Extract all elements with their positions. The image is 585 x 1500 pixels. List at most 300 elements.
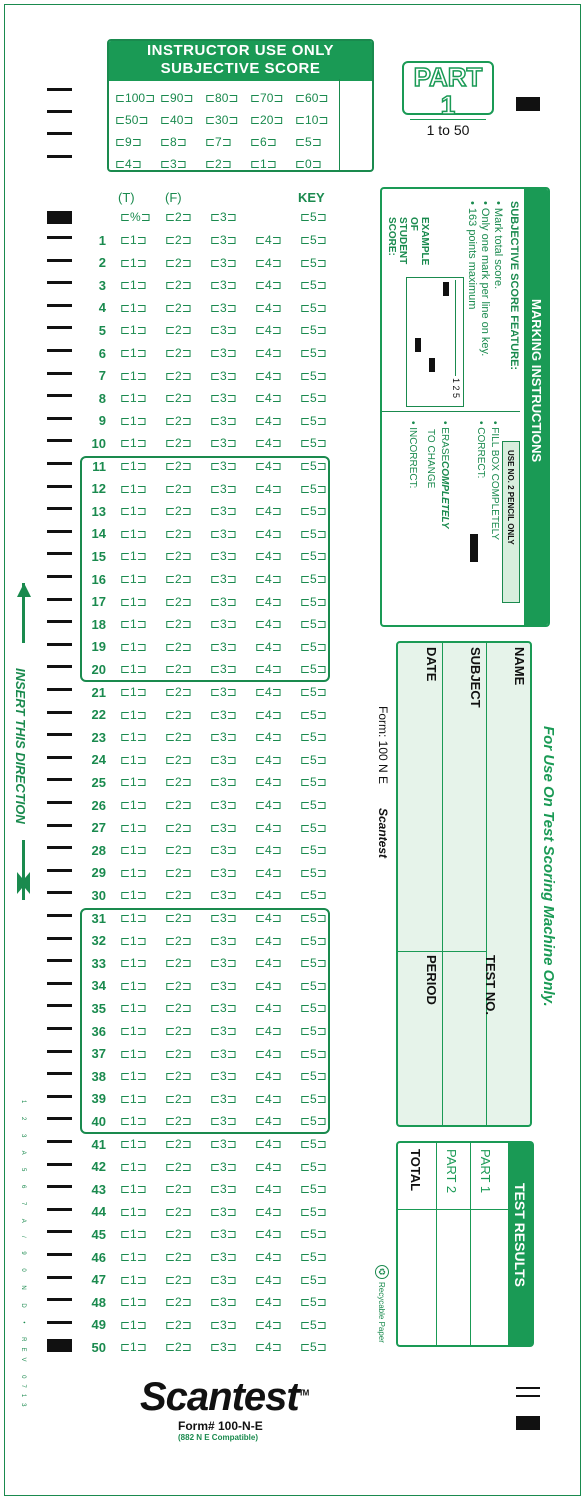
answer-bubble[interactable]: ⊏1⊐	[120, 662, 147, 677]
answer-bubble[interactable]: ⊏2⊐	[165, 391, 192, 406]
answer-bubble[interactable]: ⊏2⊐	[165, 978, 192, 993]
answer-bubble[interactable]: ⊏4⊐	[255, 888, 282, 903]
score-bubble[interactable]: ⊏100⊐	[115, 91, 156, 105]
answer-bubble[interactable]: ⊏1⊐	[120, 865, 147, 880]
answer-bubble[interactable]: ⊏5⊐	[300, 459, 327, 473]
score-bubble[interactable]: ⊏70⊐	[250, 91, 284, 105]
answer-bubble[interactable]: ⊏2⊐	[165, 255, 192, 270]
answer-bubble[interactable]: ⊏3⊐	[210, 685, 237, 699]
answer-bubble[interactable]: ⊏5⊐	[300, 956, 327, 971]
score-bubble[interactable]: ⊏60⊐	[295, 91, 329, 105]
answer-bubble[interactable]: ⊏4⊐	[255, 391, 282, 406]
answer-bubble[interactable]: ⊏3⊐	[210, 1250, 237, 1264]
score-bubble[interactable]: ⊏9⊐	[115, 135, 142, 149]
answer-bubble[interactable]: ⊏1⊐	[120, 1137, 147, 1151]
answer-bubble[interactable]: ⊏1⊐	[120, 368, 147, 383]
answer-bubble[interactable]: ⊏5⊐	[300, 594, 327, 609]
answer-bubble[interactable]: ⊏3⊐	[210, 617, 237, 632]
answer-bubble[interactable]: ⊏4⊐	[255, 1227, 282, 1242]
answer-bubble[interactable]: ⊏4⊐	[255, 323, 282, 338]
answer-bubble[interactable]: ⊏3⊐	[210, 978, 237, 993]
answer-bubble[interactable]: ⊏2⊐	[165, 572, 192, 586]
answer-bubble[interactable]: ⊏1⊐	[120, 300, 147, 315]
answer-bubble[interactable]: ⊏5⊐	[300, 707, 327, 722]
answer-bubble[interactable]: ⊏1⊐	[120, 504, 147, 519]
answer-bubble[interactable]: ⊏1⊐	[120, 1295, 147, 1310]
score-bubble[interactable]: ⊏3⊐	[160, 157, 187, 171]
answer-bubble[interactable]: ⊏3⊐	[210, 323, 237, 338]
answer-bubble[interactable]: ⊏2⊐	[165, 843, 192, 858]
answer-bubble[interactable]: ⊏4⊐	[255, 798, 282, 812]
answer-bubble[interactable]: ⊏2⊐	[165, 1250, 192, 1264]
answer-bubble[interactable]: ⊏4⊐	[255, 1046, 282, 1061]
answer-bubble[interactable]: ⊏5⊐	[300, 1317, 327, 1332]
answer-bubble[interactable]: ⊏5⊐	[300, 413, 327, 428]
question-number: 46	[91, 1249, 106, 1265]
answer-bubble[interactable]: ⊏2⊐	[165, 1272, 192, 1287]
answer-bubble[interactable]: ⊏2⊐	[165, 368, 192, 383]
answer-bubble[interactable]: ⊏1⊐	[120, 685, 147, 699]
answer-bubble[interactable]: ⊏2⊐	[165, 865, 192, 880]
answer-bubble[interactable]: ⊏1⊐	[120, 1091, 147, 1106]
answer-bubble[interactable]: ⊏3⊐	[210, 413, 237, 428]
answer-bubble[interactable]: ⊏2⊐	[165, 933, 192, 948]
answer-bubble[interactable]: ⊏5⊐	[300, 1024, 327, 1038]
answer-bubble[interactable]: ⊏3⊐	[210, 1159, 237, 1174]
answer-bubble[interactable]: ⊏5⊐	[300, 843, 327, 858]
answer-bubble[interactable]: ⊏1⊐	[120, 798, 147, 812]
answer-bubble[interactable]: ⊏4⊐	[255, 843, 282, 858]
answer-bubble[interactable]: ⊏1⊐	[120, 278, 147, 293]
answer-bubble[interactable]: ⊏3⊐	[210, 1069, 237, 1084]
score-bubble[interactable]: ⊏6⊐	[250, 135, 277, 149]
answer-bubble[interactable]: ⊏4⊐	[255, 1159, 282, 1174]
answer-bubble[interactable]: ⊏2⊐	[165, 888, 192, 903]
results-divider	[398, 1209, 510, 1210]
answer-bubble[interactable]: ⊏4⊐	[255, 865, 282, 880]
answer-bubble[interactable]: ⊏5⊐	[300, 504, 327, 519]
answer-bubble[interactable]: ⊏5⊐	[300, 933, 327, 948]
answer-bubble[interactable]: ⊏3⊐	[210, 1204, 237, 1219]
answer-bubble[interactable]: ⊏5⊐	[300, 1182, 327, 1197]
answer-bubble[interactable]: ⊏2⊐	[165, 323, 192, 338]
answer-bubble[interactable]: ⊏4⊐	[255, 572, 282, 586]
answer-bubble[interactable]: ⊏3⊐	[210, 752, 237, 767]
answer-bubble[interactable]: ⊏2⊐	[165, 549, 192, 564]
answer-bubble[interactable]: ⊏5⊐	[300, 639, 327, 654]
key-option[interactable]: ⊏5⊐	[300, 210, 327, 224]
score-bubble[interactable]: ⊏0⊐	[295, 157, 322, 171]
answer-bubble[interactable]: ⊏5⊐	[300, 526, 327, 541]
answer-bubble[interactable]: ⊏1⊐	[120, 1250, 147, 1264]
answer-bubble[interactable]: ⊏4⊐	[255, 1091, 282, 1106]
date-label: DATE	[424, 647, 439, 682]
answer-bubble[interactable]: ⊏3⊐	[210, 662, 237, 677]
answer-bubble[interactable]: ⊏2⊐	[165, 459, 192, 473]
answer-bubble[interactable]: ⊏1⊐	[120, 933, 147, 948]
answer-bubble[interactable]: ⊏5⊐	[300, 300, 327, 315]
answer-bubble[interactable]: ⊏1⊐	[120, 413, 147, 428]
question-row	[80, 478, 345, 500]
score-bubble[interactable]: ⊏80⊐	[205, 91, 239, 105]
answer-bubble[interactable]: ⊏5⊐	[300, 255, 327, 270]
answer-bubble[interactable]: ⊏2⊐	[165, 911, 192, 925]
answer-bubble[interactable]: ⊏1⊐	[120, 1024, 147, 1038]
timing-mark	[516, 1387, 540, 1389]
answer-bubble[interactable]: ⊏3⊐	[210, 707, 237, 722]
answer-bubble[interactable]: ⊏5⊐	[300, 1046, 327, 1061]
answer-bubble[interactable]: ⊏3⊐	[210, 775, 237, 790]
answer-bubble[interactable]: ⊏2⊐	[165, 1024, 192, 1038]
answer-bubble[interactable]: ⊏2⊐	[165, 1340, 192, 1355]
answer-bubble[interactable]: ⊏1⊐	[120, 346, 147, 360]
answer-bubble[interactable]: ⊏3⊐	[210, 436, 237, 451]
answer-bubble[interactable]: ⊏1⊐	[120, 323, 147, 338]
answer-bubble[interactable]: ⊏5⊐	[300, 617, 327, 632]
answer-bubble[interactable]: ⊏5⊐	[300, 911, 327, 925]
question-number: 45	[91, 1226, 106, 1242]
answer-bubble[interactable]: ⊏5⊐	[300, 662, 327, 677]
answer-bubble[interactable]: ⊏3⊐	[210, 572, 237, 586]
answer-bubble[interactable]: ⊏2⊐	[165, 798, 192, 812]
answer-bubble[interactable]: ⊏3⊐	[210, 526, 237, 541]
answer-bubble[interactable]: ⊏5⊐	[300, 775, 327, 790]
answer-bubble[interactable]: ⊏2⊐	[165, 1227, 192, 1242]
timing-mark	[47, 1163, 72, 1166]
answer-bubble[interactable]: ⊏4⊐	[255, 1340, 282, 1355]
answer-bubble[interactable]: ⊏3⊐	[210, 391, 237, 406]
answer-bubble[interactable]: ⊏5⊐	[300, 820, 327, 835]
answer-bubble[interactable]: ⊏5⊐	[300, 391, 327, 406]
answer-bubble[interactable]: ⊏3⊐	[210, 933, 237, 948]
answer-bubble[interactable]: ⊏2⊐	[165, 1091, 192, 1106]
answer-bubble[interactable]: ⊏5⊐	[300, 978, 327, 993]
answer-bubble[interactable]: ⊏4⊐	[255, 481, 282, 496]
key-option[interactable]: ⊏3⊐	[210, 210, 237, 224]
answer-bubble[interactable]: ⊏5⊐	[300, 1091, 327, 1106]
answer-bubble[interactable]: ⊏4⊐	[255, 1182, 282, 1197]
answer-bubble[interactable]: ⊏5⊐	[300, 685, 327, 699]
answer-bubble[interactable]: ⊏3⊐	[210, 1182, 237, 1197]
answer-bubble[interactable]: ⊏2⊐	[165, 730, 192, 745]
answer-bubble[interactable]: ⊏2⊐	[165, 436, 192, 451]
answer-bubble[interactable]: ⊏3⊐	[210, 255, 237, 270]
answer-bubble[interactable]: ⊏4⊐	[255, 911, 282, 925]
answer-bubble[interactable]: ⊏4⊐	[255, 1137, 282, 1151]
answer-bubble[interactable]: ⊏1⊐	[120, 1227, 147, 1242]
answer-bubble[interactable]: ⊏3⊐	[210, 1001, 237, 1016]
answer-bubble[interactable]: ⊏3⊐	[210, 798, 237, 812]
answer-bubble[interactable]: ⊏1⊐	[120, 911, 147, 925]
answer-bubble[interactable]: ⊏1⊐	[120, 1272, 147, 1287]
answer-bubble[interactable]: ⊏1⊐	[120, 1114, 147, 1129]
answer-bubble[interactable]: ⊏5⊐	[300, 1001, 327, 1016]
answer-bubble[interactable]: ⊏3⊐	[210, 820, 237, 835]
answer-bubble[interactable]: ⊏3⊐	[210, 956, 237, 971]
answer-bubble[interactable]: ⊏2⊐	[165, 594, 192, 609]
answer-bubble[interactable]: ⊏4⊐	[255, 752, 282, 767]
timing-mark	[47, 620, 72, 623]
answer-bubble[interactable]: ⊏4⊐	[255, 278, 282, 293]
answer-bubble[interactable]: ⊏1⊐	[120, 572, 147, 586]
answer-bubble[interactable]: ⊏2⊐	[165, 775, 192, 790]
answer-bubble[interactable]: ⊏4⊐	[255, 346, 282, 360]
answer-bubble[interactable]: ⊏2⊐	[165, 1046, 192, 1061]
answer-bubble[interactable]: ⊏5⊐	[300, 865, 327, 880]
score-bubble[interactable]: ⊏7⊐	[205, 135, 232, 149]
answer-bubble[interactable]: ⊏1⊐	[120, 639, 147, 654]
score-bubble[interactable]: ⊏20⊐	[250, 113, 284, 127]
answer-bubble[interactable]: ⊏2⊐	[165, 1069, 192, 1084]
answer-bubble[interactable]: ⊏1⊐	[120, 549, 147, 564]
score-bubble[interactable]: ⊏90⊐	[160, 91, 194, 105]
answer-bubble[interactable]: ⊏3⊐	[210, 1272, 237, 1287]
answer-bubble[interactable]: ⊏4⊐	[255, 820, 282, 835]
answer-bubble[interactable]: ⊏4⊐	[255, 639, 282, 654]
answer-bubble[interactable]: ⊏1⊐	[120, 1046, 147, 1061]
answer-bubble[interactable]: ⊏4⊐	[255, 1272, 282, 1287]
answer-bubble[interactable]: ⊏3⊐	[210, 481, 237, 496]
answer-bubble[interactable]: ⊏4⊐	[255, 685, 282, 699]
answer-bubble[interactable]: ⊏2⊐	[165, 1182, 192, 1197]
score-bubble[interactable]: ⊏10⊐	[295, 113, 329, 127]
answer-bubble[interactable]: ⊏3⊐	[210, 1317, 237, 1332]
answer-bubble[interactable]: ⊏4⊐	[255, 459, 282, 473]
answer-bubble[interactable]: ⊏2⊐	[165, 300, 192, 315]
answer-bubble[interactable]: ⊏2⊐	[165, 1001, 192, 1016]
answer-bubble[interactable]: ⊏4⊐	[255, 978, 282, 993]
answer-bubble[interactable]: ⊏4⊐	[255, 504, 282, 519]
answer-bubble[interactable]: ⊏3⊐	[210, 730, 237, 745]
answer-bubble[interactable]: ⊏1⊐	[120, 459, 147, 473]
answer-bubble[interactable]: ⊏1⊐	[120, 436, 147, 451]
question-number: 10	[91, 435, 106, 451]
answer-bubble[interactable]: ⊏1⊐	[120, 481, 147, 496]
answer-bubble[interactable]: ⊏3⊐	[210, 843, 237, 858]
answer-bubble[interactable]: ⊏4⊐	[255, 594, 282, 609]
answer-bubble[interactable]: ⊏2⊐	[165, 481, 192, 496]
answer-bubble[interactable]: ⊏4⊐	[255, 300, 282, 315]
answer-bubble[interactable]: ⊏2⊐	[165, 526, 192, 541]
answer-bubble[interactable]: ⊏5⊐	[300, 481, 327, 496]
answer-bubble[interactable]: ⊏2⊐	[165, 685, 192, 699]
answer-bubble[interactable]: ⊏5⊐	[300, 752, 327, 767]
answer-bubble[interactable]: ⊏4⊐	[255, 413, 282, 428]
marking-title: MARKING INSTRUCTIONS	[529, 299, 544, 463]
answer-bubble[interactable]: ⊏2⊐	[165, 707, 192, 722]
answer-bubble[interactable]: ⊏5⊐	[300, 1250, 327, 1264]
answer-bubble[interactable]: ⊏3⊐	[210, 888, 237, 903]
answer-bubble[interactable]: ⊏3⊐	[210, 346, 237, 360]
answer-bubble[interactable]: ⊏5⊐	[300, 1159, 327, 1174]
answer-bubble[interactable]: ⊏5⊐	[300, 436, 327, 451]
question-number: 31	[91, 910, 106, 926]
answer-bubble[interactable]: ⊏2⊐	[165, 1295, 192, 1310]
answer-bubble[interactable]: ⊏2⊐	[165, 956, 192, 971]
answer-bubble[interactable]: ⊏2⊐	[165, 278, 192, 293]
answer-bubble[interactable]: ⊏5⊐	[300, 1114, 327, 1129]
question-row	[80, 1223, 345, 1245]
answer-bubble[interactable]: ⊏1⊐	[120, 888, 147, 903]
answer-bubble[interactable]: ⊏1⊐	[120, 1001, 147, 1016]
answer-bubble[interactable]: ⊏2⊐	[165, 346, 192, 360]
answer-bubble[interactable]: ⊏4⊐	[255, 255, 282, 270]
key-option[interactable]: ⊏%⊐	[120, 210, 151, 224]
answer-bubble[interactable]: ⊏2⊐	[165, 662, 192, 677]
answer-bubble[interactable]: ⊏5⊐	[300, 1272, 327, 1287]
answer-bubble[interactable]: ⊏3⊐	[210, 549, 237, 564]
answer-bubble[interactable]: ⊏1⊐	[120, 1182, 147, 1197]
answer-bubble[interactable]: ⊏1⊐	[120, 1069, 147, 1084]
timing-mark	[47, 552, 72, 555]
answer-bubble[interactable]: ⊏2⊐	[165, 1317, 192, 1332]
answer-bubble[interactable]: ⊏4⊐	[255, 1069, 282, 1084]
question-number: 17	[91, 594, 106, 610]
answer-bubble[interactable]: ⊏1⊐	[120, 1340, 147, 1355]
question-number: 42	[91, 1159, 106, 1175]
score-bubble[interactable]: ⊏50⊐	[115, 113, 149, 127]
answer-bubble[interactable]: ⊏5⊐	[300, 1069, 327, 1084]
answer-bubble[interactable]: ⊏1⊐	[120, 707, 147, 722]
answer-bubble[interactable]: ⊏4⊐	[255, 1114, 282, 1129]
answer-bubble[interactable]: ⊏3⊐	[210, 233, 237, 247]
answer-bubble[interactable]: ⊏4⊐	[255, 775, 282, 790]
answer-bubble[interactable]: ⊏3⊐	[210, 278, 237, 293]
answer-bubble[interactable]: ⊏5⊐	[300, 346, 327, 360]
answer-bubble[interactable]: ⊏1⊐	[120, 594, 147, 609]
answer-bubble[interactable]: ⊏3⊐	[210, 1091, 237, 1106]
question-row	[80, 884, 345, 906]
answer-bubble[interactable]: ⊏3⊐	[210, 911, 237, 925]
answer-bubble[interactable]: ⊏4⊐	[255, 1250, 282, 1264]
answer-bubble[interactable]: ⊏3⊐	[210, 1227, 237, 1242]
answer-bubble[interactable]: ⊏5⊐	[300, 1227, 327, 1242]
score-bubble[interactable]: ⊏5⊐	[295, 135, 322, 149]
answer-bubble[interactable]: ⊏3⊐	[210, 594, 237, 609]
answer-bubble[interactable]: ⊏3⊐	[210, 1295, 237, 1310]
timing-mark	[47, 259, 72, 262]
answer-bubble[interactable]: ⊏4⊐	[255, 730, 282, 745]
answer-bubble[interactable]: ⊏1⊐	[120, 1317, 147, 1332]
answer-bubble[interactable]: ⊏4⊐	[255, 707, 282, 722]
answer-bubble[interactable]: ⊏1⊐	[120, 843, 147, 858]
answer-bubble[interactable]: ⊏2⊐	[165, 1114, 192, 1129]
answer-bubble[interactable]: ⊏5⊐	[300, 1340, 327, 1355]
answer-bubble[interactable]: ⊏3⊐	[210, 1137, 237, 1151]
key-option[interactable]: ⊏2⊐	[165, 210, 192, 224]
question-row	[80, 1156, 345, 1178]
answer-bubble[interactable]: ⊏2⊐	[165, 1159, 192, 1174]
answer-bubble[interactable]: ⊏3⊐	[210, 1024, 237, 1038]
answer-bubble[interactable]: ⊏4⊐	[255, 1295, 282, 1310]
answer-bubble[interactable]: ⊏5⊐	[300, 888, 327, 903]
question-row	[80, 591, 345, 613]
score-bubble[interactable]: ⊏1⊐	[250, 157, 277, 171]
answer-bubble[interactable]: ⊏1⊐	[120, 752, 147, 767]
answer-bubble[interactable]: ⊏1⊐	[120, 820, 147, 835]
answer-bubble[interactable]: ⊏5⊐	[300, 1137, 327, 1151]
answer-bubble[interactable]: ⊏4⊐	[255, 662, 282, 677]
answer-bubble[interactable]: ⊏3⊐	[210, 1340, 237, 1355]
answer-bubble[interactable]: ⊏1⊐	[120, 1204, 147, 1219]
answer-bubble[interactable]: ⊏4⊐	[255, 956, 282, 971]
question-number: 15	[91, 548, 106, 564]
answer-bubble[interactable]: ⊏5⊐	[300, 1295, 327, 1310]
answer-bubble[interactable]: ⊏5⊐	[300, 233, 327, 247]
answer-bubble[interactable]: ⊏1⊐	[120, 391, 147, 406]
answer-bubble[interactable]: ⊏3⊐	[210, 639, 237, 654]
question-number: 32	[91, 933, 106, 949]
answer-bubble[interactable]: ⊏3⊐	[210, 300, 237, 315]
question-row	[80, 297, 345, 319]
answer-bubble[interactable]: ⊏5⊐	[300, 323, 327, 338]
answer-bubble[interactable]: ⊏2⊐	[165, 1204, 192, 1219]
score-bubble[interactable]: ⊏8⊐	[160, 135, 187, 149]
answer-bubble[interactable]: ⊏5⊐	[300, 278, 327, 293]
question-row	[80, 387, 345, 409]
question-number: 49	[91, 1317, 106, 1333]
answer-bubble[interactable]: ⊏2⊐	[165, 233, 192, 247]
score-bubble[interactable]: ⊏30⊐	[205, 113, 239, 127]
answer-bubble[interactable]: ⊏2⊐	[165, 413, 192, 428]
answer-bubble[interactable]: ⊏2⊐	[165, 1137, 192, 1151]
answer-bubble[interactable]: ⊏4⊐	[255, 1317, 282, 1332]
answer-bubble[interactable]: ⊏1⊐	[120, 956, 147, 971]
score-bubble[interactable]: ⊏4⊐	[115, 157, 142, 171]
answer-bubble[interactable]: ⊏4⊐	[255, 1001, 282, 1016]
answer-bubble[interactable]: ⊏1⊐	[120, 1159, 147, 1174]
answer-bubble[interactable]: ⊏1⊐	[120, 255, 147, 270]
timing-mark	[47, 281, 72, 284]
answer-bubble[interactable]: ⊏1⊐	[120, 730, 147, 745]
answer-bubble[interactable]: ⊏3⊐	[210, 504, 237, 519]
answer-bubble[interactable]: ⊏3⊐	[210, 1114, 237, 1129]
answer-bubble[interactable]: ⊏4⊐	[255, 526, 282, 541]
answer-bubble[interactable]: ⊏2⊐	[165, 820, 192, 835]
answer-bubble[interactable]: ⊏5⊐	[300, 730, 327, 745]
answer-bubble[interactable]: ⊏2⊐	[165, 639, 192, 654]
answer-bubble[interactable]: ⊏3⊐	[210, 865, 237, 880]
answer-bubble[interactable]: ⊏1⊐	[120, 775, 147, 790]
answer-bubble[interactable]: ⊏1⊐	[120, 617, 147, 632]
answer-bubble[interactable]: ⊏5⊐	[300, 368, 327, 383]
answer-bubble[interactable]: ⊏5⊐	[300, 798, 327, 812]
answer-bubble[interactable]: ⊏2⊐	[165, 617, 192, 632]
answer-bubble[interactable]: ⊏4⊐	[255, 617, 282, 632]
answer-bubble[interactable]: ⊏3⊐	[210, 368, 237, 383]
answer-bubble[interactable]: ⊏1⊐	[120, 978, 147, 993]
answer-bubble[interactable]: ⊏2⊐	[165, 752, 192, 767]
score-bubble[interactable]: ⊏40⊐	[160, 113, 194, 127]
answer-bubble[interactable]: ⊏4⊐	[255, 549, 282, 564]
answer-bubble[interactable]: ⊏1⊐	[120, 233, 147, 247]
answer-bubble[interactable]: ⊏5⊐	[300, 1204, 327, 1219]
question-row	[80, 1291, 345, 1313]
answer-bubble[interactable]: ⊏4⊐	[255, 933, 282, 948]
answer-bubble[interactable]: ⊏5⊐	[300, 572, 327, 586]
answer-bubble[interactable]: ⊏4⊐	[255, 233, 282, 247]
answer-bubble[interactable]: ⊏4⊐	[255, 1024, 282, 1038]
answer-bubble[interactable]: ⊏1⊐	[120, 526, 147, 541]
answer-bubble[interactable]: ⊏2⊐	[165, 504, 192, 519]
answer-bubble[interactable]: ⊏3⊐	[210, 1046, 237, 1061]
answer-bubble[interactable]: ⊏4⊐	[255, 368, 282, 383]
answer-bubble[interactable]: ⊏4⊐	[255, 436, 282, 451]
answer-bubble[interactable]: ⊏3⊐	[210, 459, 237, 473]
answer-bubble[interactable]: ⊏5⊐	[300, 549, 327, 564]
answer-bubble[interactable]: ⊏4⊐	[255, 1204, 282, 1219]
score-bubble[interactable]: ⊏2⊐	[205, 157, 232, 171]
